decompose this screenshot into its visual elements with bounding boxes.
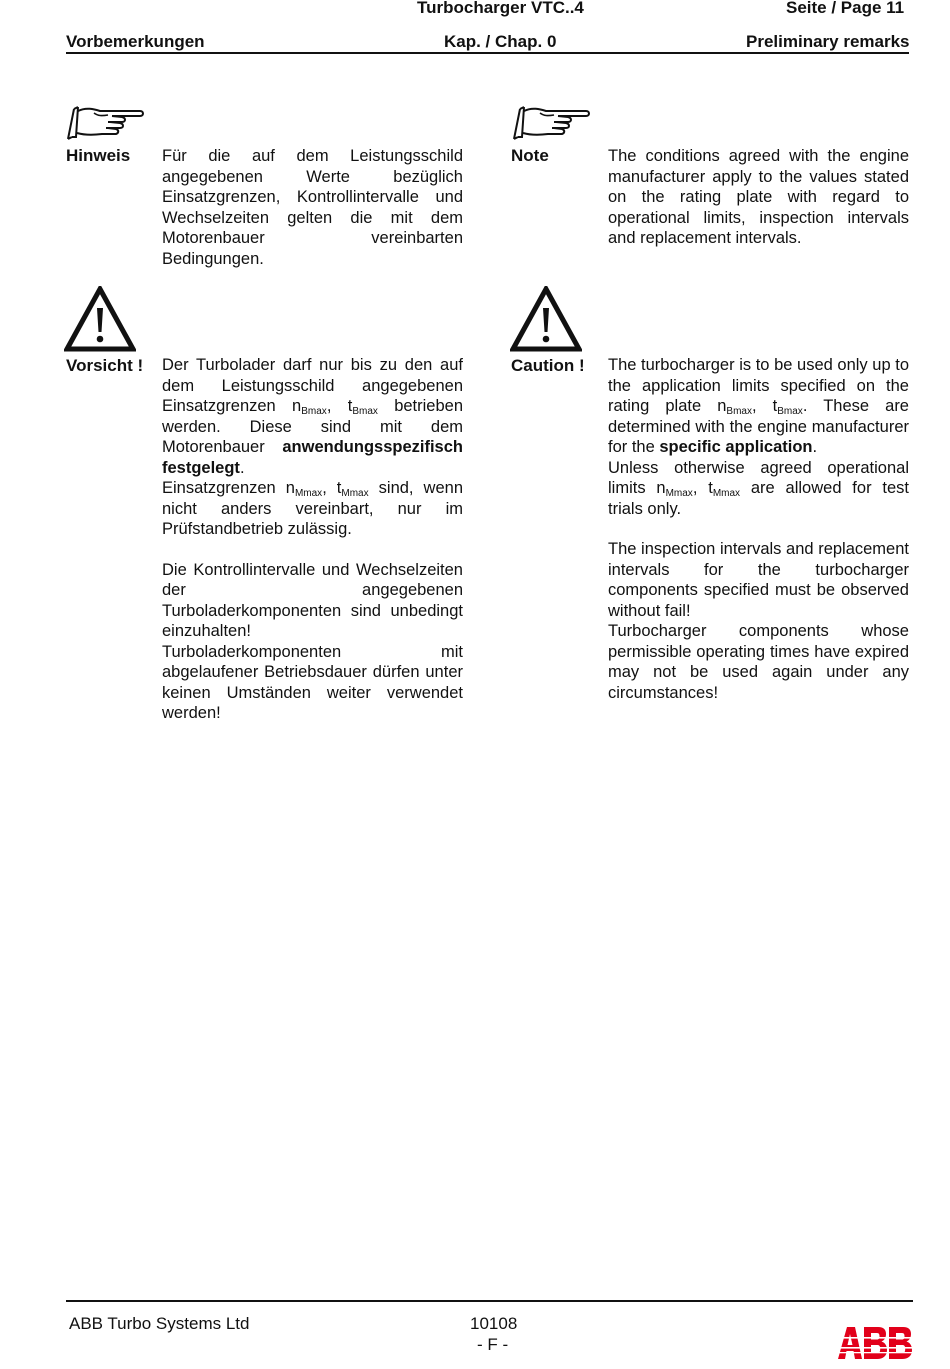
caution-label-de: Vorsicht ! <box>66 356 144 375</box>
hint-text-de: Für die auf dem Leistungsschild angegebenen Werte bezüglich Einsatzgrenzen, Kontrollintervalle und Wechselzeiten gelten die mit dem Motorenbauer vereinbarten Bedingungen. <box>162 147 463 268</box>
caution-de-paragraph-2: Einsatzgrenzen $n_{Mmax}$, $t_{Mmax}$ sind, wenn nicht anders vereinbart, nur im Prüfstandbetrieb zulässig. <box>162 479 463 538</box>
footer-rule <box>66 1300 913 1302</box>
caution-en-paragraph-4: Turbocharger components whose permissible operating times have expired may not be used again under any circumstances! <box>608 622 909 702</box>
abb-logo <box>836 1326 914 1360</box>
caution-en-paragraph-2: Unless otherwise agreed operational limits $n_{Mmax}$, $t_{Mmax}$ are allowed for test trials only. <box>608 458 909 518</box>
page-number: Seite / Page 11 <box>786 0 905 17</box>
hint-label-de: Hinweis <box>66 146 131 165</box>
hint-text-en: The conditions agreed with the engine manufacturer apply to the values stated on the rating plate with regard to operational limits, inspection intervals and replacement intervals. <box>608 147 909 247</box>
caution-en-paragraph-1: The turbocharger is to be used only up to the application limits specified on the rating plate $n_{Bmax}$, $t_{Bmax}$. These are determined with the engine manufacturer for the specific application. <box>608 356 909 456</box>
section-title-en: Preliminary remarks <box>746 32 910 51</box>
caution-de-paragraph-4: Turboladerkomponenten mit abgelaufener Betriebsdauer dürfen unter keinen Umständen weiter verwendet werden! <box>162 642 463 722</box>
caution-de-paragraph-1: Der Turbolader darf nur bis zu den auf dem Leistungsschild angegebenen Einsatzgrenzen $n_{Bmax}$, $t_{Bmax}$ betrieben werden. Diese sind mit dem Motorenbauer anwendungsspezifisch festgelegt. <box>162 356 464 477</box>
document-title: Turbocharger VTC..4 <box>417 0 584 17</box>
company-name: ABB Turbo Systems Ltd <box>69 1314 250 1333</box>
pointing-hand-icon <box>510 103 592 143</box>
warning-triangle-icon <box>64 286 136 352</box>
caution-text-de <box>162 355 463 724</box>
caution-label-en: Caution ! <box>511 356 585 375</box>
caution-en-paragraph-3: The inspection intervals and replacement intervals for the turbocharger components specified must be observed without fail! <box>608 540 909 620</box>
caution-text-en <box>608 355 909 703</box>
document-number: 10108 <box>470 1314 518 1333</box>
caution-de-paragraph-3: Die Kontrollintervalle und Wechselzeiten der angegebenen Turboladerkomponenten sind unbedingt einzuhalten! <box>162 560 463 640</box>
section-title-de: Vorbemerkungen <box>66 32 205 51</box>
warning-triangle-icon <box>510 286 582 352</box>
revision-label: - F - <box>477 1335 509 1354</box>
hint-label-en: Note <box>511 146 549 165</box>
pointing-hand-icon <box>64 103 146 143</box>
chapter-label: Kap. / Chap. 0 <box>444 32 557 51</box>
header-rule <box>66 52 909 54</box>
